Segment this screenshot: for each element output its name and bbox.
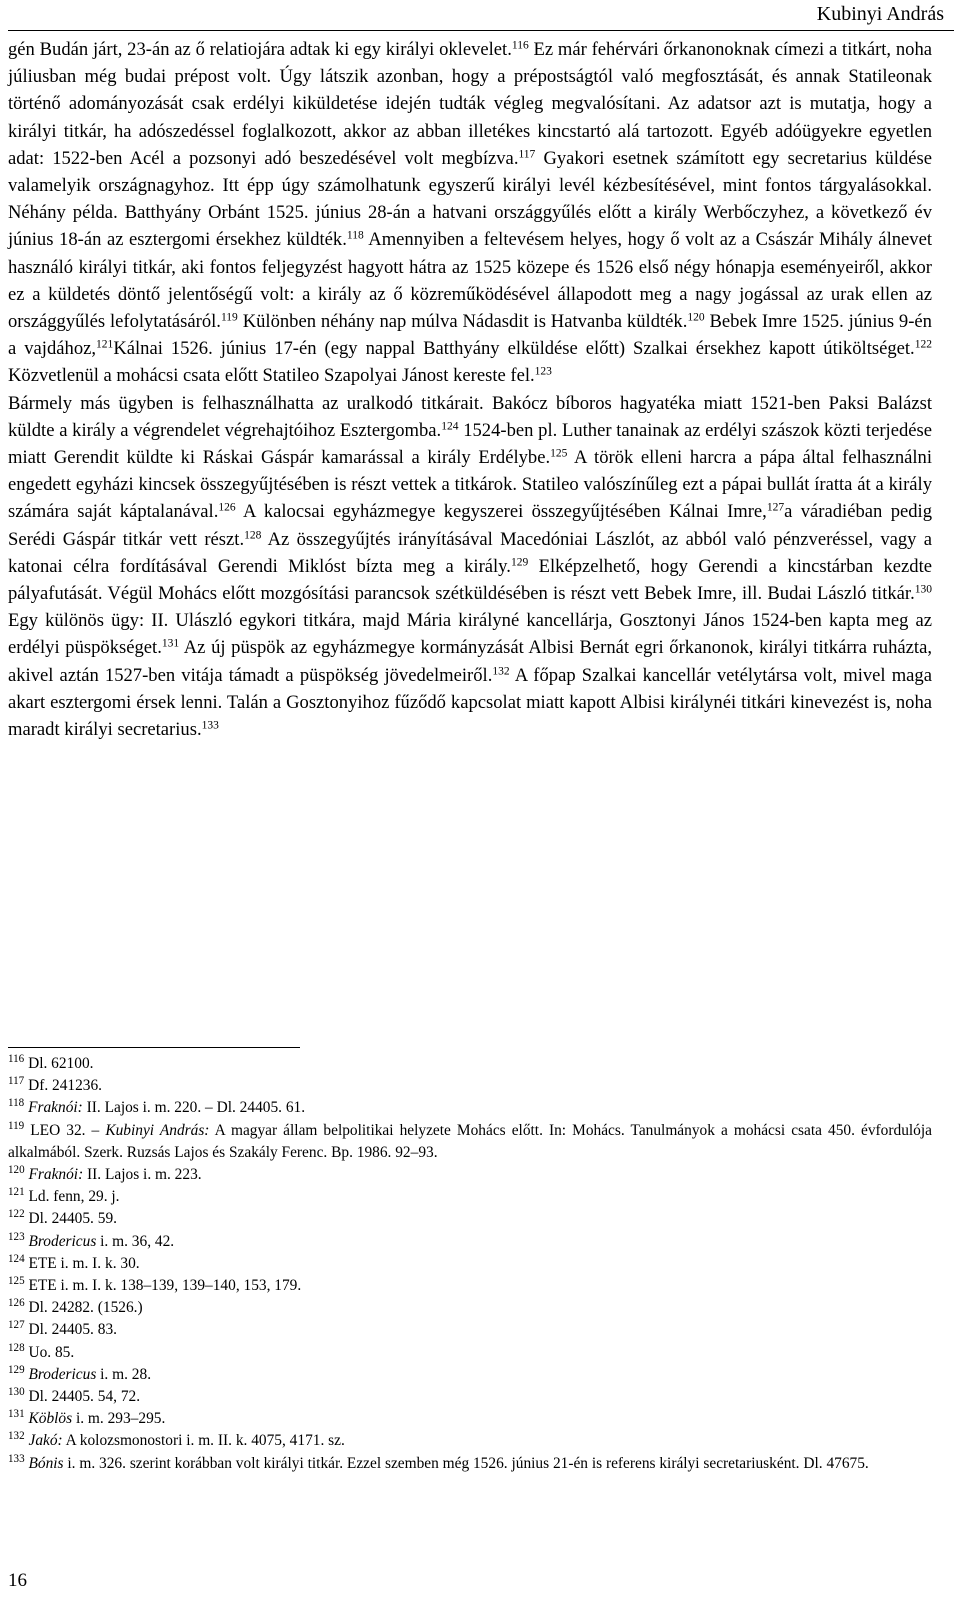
text-run: ETE i. m. I. k. 30.: [28, 1254, 140, 1272]
footnote: [8, 1053, 932, 1075]
text-run: A magyar állam belpolitikai helyzete Mohács előtt. In: Mohács. Tanulmányok a mohácsi csata 450. évfordulója alkalmából. Szerk. Ruzsás Lajos és Szakály Ferenc. Bp. 1986. 92–93.: [8, 1121, 932, 1161]
text-run: Egy különös ügy: II. Ulászló egykori titkára, majd Mária királyné kancellárja, Gosztonyi János 1524-ben kapta meg az erdélyi püspökséget.: [8, 610, 932, 659]
footnote: [8, 1408, 932, 1430]
footnote: [8, 1364, 932, 1386]
footnote-number: 118: [8, 1097, 25, 1110]
footnote-separator: [8, 1047, 300, 1048]
footnote-number: 122: [8, 1208, 25, 1221]
italic-text: Brodericus: [28, 1365, 97, 1383]
footnote-ref: 124: [441, 420, 459, 433]
footnote-number: 117: [8, 1075, 25, 1088]
text-run: gén Budán járt, 23-án az ő relatiojára adtak ki egy királyi oklevelet.: [8, 39, 512, 60]
text-run: Elképzelhető, hogy Gerendi a kincstárban kezdte pályafutását. Végül Mohács előtt mozgósítási parancsok szétküldésében is részt vett Bebek Imre, ill. Budai László titkár.: [8, 555, 932, 605]
footnote-ref: 118: [346, 230, 364, 243]
footnote-ref: 123: [534, 366, 552, 379]
footnote-number: 133: [8, 1452, 25, 1465]
footnote: [8, 1453, 932, 1475]
text-run: Dl. 24282. (1526.): [28, 1299, 143, 1317]
footnote-number: 116: [8, 1052, 25, 1065]
footnote-number: 131: [8, 1408, 25, 1421]
text-run: Df. 241236.: [28, 1077, 103, 1095]
paragraph: [8, 36, 932, 390]
footnote-number: 123: [8, 1230, 25, 1243]
footnote-number: 124: [8, 1252, 25, 1265]
text-run: i. m. 293–295.: [72, 1410, 166, 1428]
footnotes: [8, 1053, 932, 1475]
text-run: a váradiéban pedig Serédi Gáspár titkár vett részt.: [8, 501, 933, 550]
text-run: i. m. 36, 42.: [96, 1232, 175, 1250]
text-run: ETE i. m. I. k. 138–139, 139–140, 153, 179.: [28, 1277, 302, 1295]
footnote: [8, 1386, 932, 1408]
footnote-ref: 133: [201, 719, 219, 732]
footnote-ref: 125: [550, 447, 568, 460]
text-run: Az új püspök az egyházmegye kormányzását Albisi Bernát egri őrkanonok, királyi titkárra ruházta, akivel aztán 1527-ben vitája támadt a püspökség jövedelmeiről.: [8, 637, 932, 686]
text-run: Kálnai 1526. június 17-én (egy nappal Batthyány elküldése előtt) Szalkai érsekhez kapott útiköltséget.: [113, 338, 915, 360]
text-run: Bármely más ügyben is felhasználhatta az uralkodó titkárait. Bakócz bíboros hagyatéka miatt 1521-ben Paksi Balázst küldte a király a végrendelet végrehajtóihoz Esztergomba.: [8, 392, 932, 441]
footnote-ref: 129: [510, 556, 529, 569]
text-run: Az összegyűjtés irányításával Macedóniai Lászlót, az abból való pénzveréssel, vagy a katonai célra fordításával Gerendi Miklóst bízta meg a király.: [8, 528, 932, 577]
body-text: [8, 36, 932, 743]
footnote-number: 121: [8, 1186, 25, 1199]
footnote-ref: 116: [511, 39, 529, 52]
text-run: Gyakori esetnek számított egy secretarius küldése valamelyik országnagyhoz. Itt épp úgy számolhatunk egyszerű királyi levél kézbesítésével, mint fontos tárgyalásokkal. Néhány példa. Batthyány Orbánt 1525. június 28-án a hatvani országgyűlés előtt a király Werbőczyhez, a következő év június 18-án az esztergomi érsekhez küldték.: [8, 147, 932, 251]
italic-text: Bónis: [28, 1454, 64, 1472]
text-run: i. m. 28.: [96, 1365, 152, 1383]
footnote-ref: 120: [687, 311, 705, 324]
footnote: [8, 1120, 932, 1164]
footnote: [8, 1075, 932, 1097]
running-head: Kubinyi András: [816, 3, 944, 25]
footnote: [8, 1208, 932, 1230]
text-run: Dl. 24405. 54, 72.: [28, 1388, 141, 1406]
footnote: [8, 1342, 932, 1364]
text-run: A kolozsmonostori i. m. II. k. 4075, 4171. sz.: [62, 1432, 345, 1450]
text-run: Uo. 85.: [28, 1343, 75, 1361]
text-run: Amennyiben a feltevésem helyes, hogy ő volt az a Császár Mihály álnevet használó királyi titkár, aki fontos feljegyzést hagyott hátra az 1525 közepe és 1526 első négy hónapja eseményeiről, akkor ez a küldetés döntő jelentőségű volt: a király az ő közreműködésével állapodott meg a nagy jogással az urak ellen az országgyűlés lefolytatásáról.: [8, 229, 932, 333]
footnote: [8, 1253, 932, 1275]
text-run: Dl. 24405. 83.: [28, 1321, 117, 1339]
footnote-number: 126: [8, 1297, 25, 1310]
text-run: Közvetlenül a mohácsi csata előtt Statileo Szapolyai Jánost kereste fel.: [8, 365, 535, 387]
text-run: Ez már fehérvári őrkanonoknak címezi a titkárt, noha júliusban még budai prépost volt. Úgy látszik azonban, hogy a prépostságtól való megfosztását, és annak Statileonak történő adományozását csak erdélyi kiküldetése idején tudták végleg megvalósítani. Az adatsor azt is mutatja, hogy a királyi titkár, ha adószedéssel foglalkozott, akkor az abban illetékes kincstartó alá tartozott. Egyéb adóügyekre egyetlen adat: 1522-ben Acél a pozsonyi adó beszedésével volt megbízva.: [8, 39, 933, 169]
header-rule: [8, 30, 954, 31]
text-run: LEO 32. –: [30, 1121, 106, 1139]
text-run: Bebek Imre 1525. június 9-én a vajdához,: [8, 311, 932, 360]
footnote-ref: 130: [914, 583, 932, 596]
text-run: i. m. 326. szerint korábban volt királyi titkár. Ezzel szemben még 1526. június 21-én is referens királyi secretariusként. Dl. 47675.: [63, 1454, 869, 1472]
italic-text: Fraknói:: [28, 1166, 84, 1184]
paragraph: [8, 390, 932, 744]
page-number: 16: [8, 1570, 27, 1591]
footnote: [8, 1430, 932, 1452]
text-run: II. Lajos i. m. 223.: [83, 1166, 202, 1184]
italic-text: Fraknói:: [28, 1099, 83, 1117]
footnote: [8, 1297, 932, 1319]
footnote-number: 130: [8, 1385, 25, 1398]
footnote-ref: 117: [518, 148, 536, 161]
footnote-ref: 119: [220, 311, 238, 324]
footnote-ref: 126: [218, 502, 236, 515]
footnote-number: 129: [8, 1363, 25, 1376]
text-run: II. Lajos i. m. 220. – Dl. 24405. 61.: [82, 1099, 306, 1117]
footnote: [8, 1275, 932, 1297]
footnote: [8, 1319, 932, 1341]
text-run: Dl. 62100.: [28, 1055, 94, 1072]
footnote-ref: 127: [766, 502, 785, 515]
text-run: A főpap Szalkai kancellár vetélytársa volt, mivel maga akart esztergomi érsek lenni. Talán a Gosztonyihoz fűződő kapcsolat miatt kapott Albisi királynéi titkári kinevezést is, noha maradt királyi secretarius.: [8, 664, 932, 741]
footnote-number: 132: [8, 1430, 25, 1443]
footnote: [8, 1097, 932, 1119]
italic-text: Brodericus: [28, 1232, 97, 1250]
text-run: 1524-ben pl. Luther tanainak az erdélyi szászok közti terjedése miatt Gerendit küldte ki Ráskai Gáspár kamarással a király Erdélybe.: [8, 419, 932, 469]
footnote-number: 127: [8, 1319, 25, 1332]
footnote-number: 119: [8, 1119, 25, 1132]
footnote: [8, 1186, 932, 1208]
text-run: Különben néhány nap múlva Nádasdit is Hatvanba küldték.: [237, 311, 688, 333]
italic-text: Kubinyi András:: [105, 1121, 210, 1139]
text-run: A kalocsai egyházmegye kegyszerei összegyűjtésében Kálnai Imre,: [235, 501, 767, 523]
footnote-ref: 121: [96, 338, 114, 351]
italic-text: Jakó:: [28, 1432, 63, 1450]
text-run: A török elleni harcra a pápa által felhasználni engedett egyházi kincsek összegyűjtésében is részt vettek a titkárok. Statileo valószínűleg ezt a pápai bullát íratta át a király számára saját káptalanával.: [8, 447, 932, 523]
footnote-number: 125: [8, 1274, 25, 1287]
footnote-number: 128: [8, 1341, 25, 1354]
footnote: [8, 1231, 932, 1253]
text-run: Ld. fenn, 29. j.: [28, 1188, 120, 1206]
footnote-number: 120: [8, 1163, 25, 1176]
footnote-ref: 128: [244, 529, 262, 542]
text-run: Dl. 24405. 59.: [28, 1210, 117, 1228]
footnote-ref: 132: [492, 665, 510, 678]
footnote-ref: 131: [161, 638, 180, 651]
footnote: [8, 1164, 932, 1186]
italic-text: Köblös: [28, 1410, 73, 1428]
footnote-ref: 122: [914, 338, 932, 351]
